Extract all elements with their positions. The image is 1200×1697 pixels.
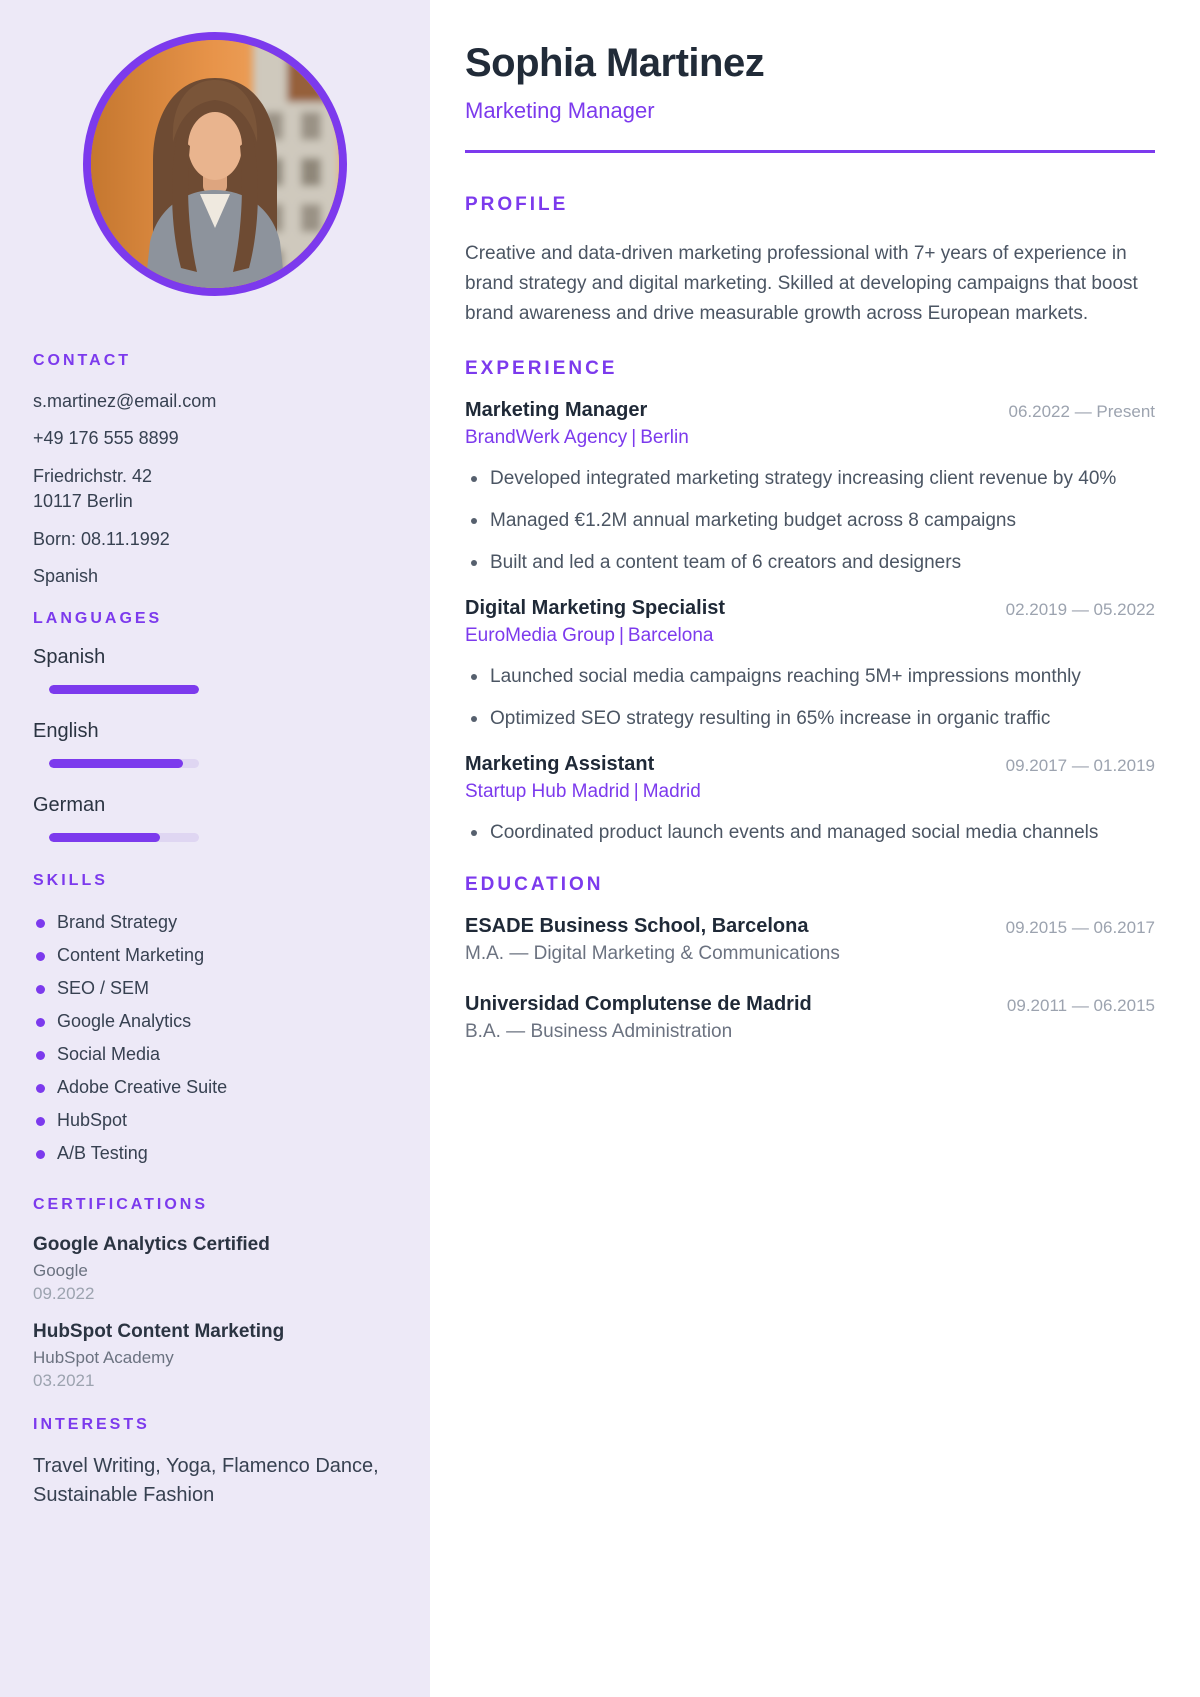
certification-title: HubSpot Content Marketing [33, 1321, 285, 1343]
job-company-line [465, 779, 701, 805]
school-name: Universidad Complutense de Madrid [465, 993, 812, 1015]
certification-item [33, 1232, 397, 1305]
job-bullet: Optimized SEO strategy resulting in 65% increase in organic traffic [465, 703, 1155, 735]
skill-item: Google Analytics [33, 1005, 397, 1038]
contact-heading: CONTACT [33, 352, 132, 369]
job-company: Startup Hub Madrid [465, 781, 630, 802]
education-heading: EDUCATION [465, 874, 604, 895]
education-section [465, 873, 1155, 1045]
certification-item [33, 1319, 397, 1392]
language-item [33, 720, 397, 768]
company-location-separator: | [631, 427, 637, 448]
job-bullet: Built and led a content team of 6 creators and designers [465, 547, 1155, 579]
sidebar [0, 0, 430, 1697]
profile-heading: PROFILE [465, 194, 569, 215]
education-entry [465, 991, 1155, 1045]
contact-section [33, 352, 397, 588]
language-level-bar [49, 759, 199, 768]
languages-section [33, 610, 397, 842]
contact-address-line2: 10117 Berlin [33, 491, 133, 512]
job-company: EuroMedia Group [465, 625, 615, 646]
job-bullet: Managed €1.2M annual marketing budget across 8 campaigns [465, 505, 1155, 537]
contact-email: s.martinez@email.com [33, 391, 217, 411]
job-bullet: Coordinated product launch events and managed social media channels [465, 817, 1155, 849]
school-dates: 09.2015 — 06.2017 [1005, 918, 1155, 937]
certification-title: Google Analytics Certified [33, 1234, 270, 1256]
language-name: German [33, 794, 106, 817]
language-level-fill [49, 685, 199, 694]
skill-item: SEO / SEM [33, 972, 397, 1005]
interests-text: Travel Writing, Yoga, Flamenco Dance, Sustainable Fashion [33, 1455, 379, 1507]
company-location-separator: | [618, 625, 624, 646]
skill-item: HubSpot [33, 1104, 397, 1137]
profile-photo-illustration [91, 40, 339, 288]
job-role: Marketing Assistant [465, 753, 655, 775]
company-location-separator: | [633, 781, 639, 802]
job-company: BrandWerk Agency [465, 427, 628, 448]
skill-item: Content Marketing [33, 939, 397, 972]
certification-date: 03.2021 [33, 1371, 95, 1391]
profile-text: Creative and data-driven marketing professional with 7+ years of experience in brand strategy and digital marketing. Skilled at developing campaigns that boost brand awareness and drive measurable growth across European markets. [465, 243, 1138, 324]
school-degree: M.A. — Digital Marketing & Communications [465, 943, 840, 964]
contact-address-line1: Friedrichstr. 42 [33, 465, 153, 486]
education-entry [465, 913, 1155, 967]
contact-address [33, 465, 397, 514]
skill-item: Brand Strategy [33, 906, 397, 939]
job-location: Madrid [642, 781, 701, 802]
certifications-heading: CERTIFICATIONS [33, 1196, 209, 1214]
job-location: Berlin [640, 427, 689, 448]
language-level-bar [49, 833, 199, 842]
experience-heading: EXPERIENCE [465, 358, 618, 379]
skill-item: Adobe Creative Suite [33, 1071, 397, 1104]
experience-entry [465, 397, 1155, 579]
job-company-line [465, 623, 725, 649]
skills-heading: SKILLS [33, 872, 108, 890]
interests-section [33, 1416, 397, 1510]
contact-nationality: Spanish [33, 565, 99, 586]
languages-heading: LANGUAGES [33, 610, 163, 628]
language-level-fill [49, 759, 183, 768]
header-divider [465, 150, 1155, 153]
language-item [33, 794, 397, 842]
job-role: Digital Marketing Specialist [465, 597, 726, 619]
certification-issuer: Google [33, 1261, 88, 1281]
skill-item: Social Media [33, 1038, 397, 1071]
job-bullet: Developed integrated marketing strategy increasing client revenue by 40% [465, 463, 1155, 495]
contact-phone: +49 176 555 8899 [33, 428, 179, 449]
job-location: Barcelona [627, 625, 714, 646]
main-content [430, 0, 1200, 1697]
job-company-line [465, 425, 689, 451]
experience-entry [465, 751, 1155, 849]
job-dates: 06.2022 — Present [1008, 402, 1155, 421]
job-bullet: Launched social media campaigns reaching 5M+ impressions monthly [465, 661, 1155, 693]
job-role: Marketing Manager [465, 399, 648, 421]
skill-item: A/B Testing [33, 1137, 397, 1170]
school-degree: B.A. — Business Administration [465, 1021, 733, 1042]
certification-issuer: HubSpot Academy [33, 1348, 174, 1368]
school-name: ESADE Business School, Barcelona [465, 915, 809, 937]
job-dates: 02.2019 — 05.2022 [1005, 600, 1155, 619]
person-name: Sophia Martinez [465, 41, 765, 85]
language-name: English [33, 720, 99, 743]
language-level-fill [49, 833, 160, 842]
contact-born: Born: 08.11.1992 [33, 528, 170, 549]
person-title: Marketing Manager [465, 98, 655, 123]
language-item [33, 646, 397, 694]
profile-section [465, 193, 1155, 329]
language-name: Spanish [33, 646, 106, 669]
language-level-bar [49, 685, 199, 694]
school-dates: 09.2011 — 06.2015 [1006, 996, 1155, 1015]
certifications-section [33, 1196, 397, 1392]
experience-section [465, 357, 1155, 849]
experience-entry [465, 595, 1155, 735]
job-dates: 09.2017 — 01.2019 [1005, 756, 1155, 775]
certification-date: 09.2022 [33, 1284, 95, 1304]
profile-photo [83, 32, 347, 296]
skills-section [33, 872, 397, 1170]
interests-heading: INTERESTS [33, 1416, 150, 1434]
